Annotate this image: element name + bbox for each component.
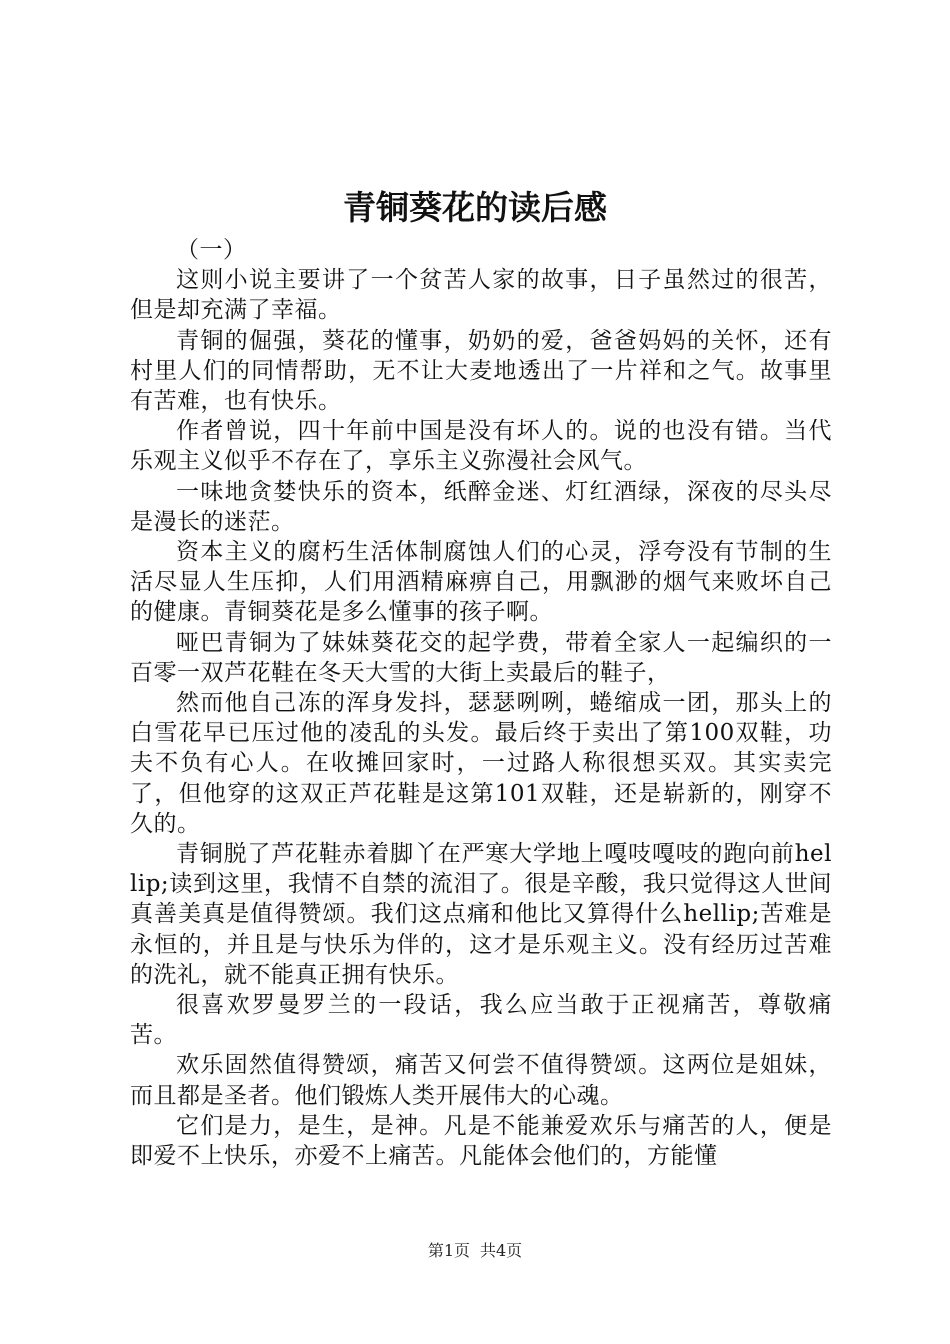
paragraph: 青铜的倔强，葵花的懂事，奶奶的爱，爸爸妈妈的关怀，还有村里人们的同情帮助，无不让大麦地透出了一片祥和之气。故事里有苦难，也有快乐。 (130, 327, 832, 415)
page-footer (0, 1240, 950, 1262)
paragraph: 这则小说主要讲了一个贫苦人家的故事，日子虽然过的很苦，但是却充满了幸福。 (130, 267, 832, 324)
paragraph: 青铜脱了芦花鞋赤着脚丫在严寒大学地上嘎吱嘎吱的跑向前hellip;读到这里，我情不自禁的流泪了。很是辛酸，我只觉得这人世间真善美真是值得赞颂。我们这点痛和他比又算得什么hellip;苦难是永恒的，并且是与快乐为伴的，这才是乐观主义。没有经历过苦难的洗礼，就不能真正拥有快乐。 (130, 841, 832, 988)
page-number: 第1页 (427, 1241, 470, 1260)
paragraph: （一） (176, 237, 247, 263)
paragraph: 资本主义的腐朽生活体制腐蚀人们的心灵，浮夸没有节制的生活尽显人生压抑，人们用酒精麻痹自己，用飘渺的烟气来败坏自己的健康。青铜葵花是多么懂事的孩子啊。 (130, 539, 832, 626)
paragraph: 欢乐固然值得赞颂，痛苦又何尝不值得赞颂。这两位是姐妹，而且都是圣者。他们锻炼人类开展伟大的心魂。 (130, 1052, 832, 1109)
paragraph: 然而他自己冻的浑身发抖，瑟瑟咧咧，蜷缩成一团，那头上的白雪花早已压过他的凌乱的头发。最后终于卖出了第100双鞋，功夫不负有心人。在收摊回家时，一过路人称很想买双。其实卖完了，但他穿的这双正芦花鞋是这第101双鞋，还是崭新的，刚穿不久的。 (130, 690, 832, 837)
paragraph: 作者曾说，四十年前中国是没有坏人的。说的也没有错。当代乐观主义似乎不存在了，享乐主义弥漫社会风气。 (130, 418, 832, 475)
paragraph: 它们是力，是生，是神。凡是不能兼爱欢乐与痛苦的人，便是即爱不上快乐，亦爱不上痛苦。凡能体会他们的，方能懂 (130, 1112, 832, 1170)
paragraph: 一味地贪婪快乐的资本，纸醉金迷、灯红酒绿，深夜的尽头尽是漫长的迷茫。 (130, 478, 832, 535)
paragraph: 很喜欢罗曼罗兰的一段话，我么应当敢于正视痛苦，尊敬痛苦。 (130, 992, 832, 1049)
document-body (130, 235, 832, 1171)
paragraph: 哑巴青铜为了妹妹葵花交的起学费，带着全家人一起编织的一百零一双芦花鞋在冬天大雪的大街上卖最后的鞋子， (130, 629, 832, 686)
document-title: 青铜葵花的读后感 (343, 188, 607, 227)
page-total: 共4页 (480, 1241, 523, 1260)
